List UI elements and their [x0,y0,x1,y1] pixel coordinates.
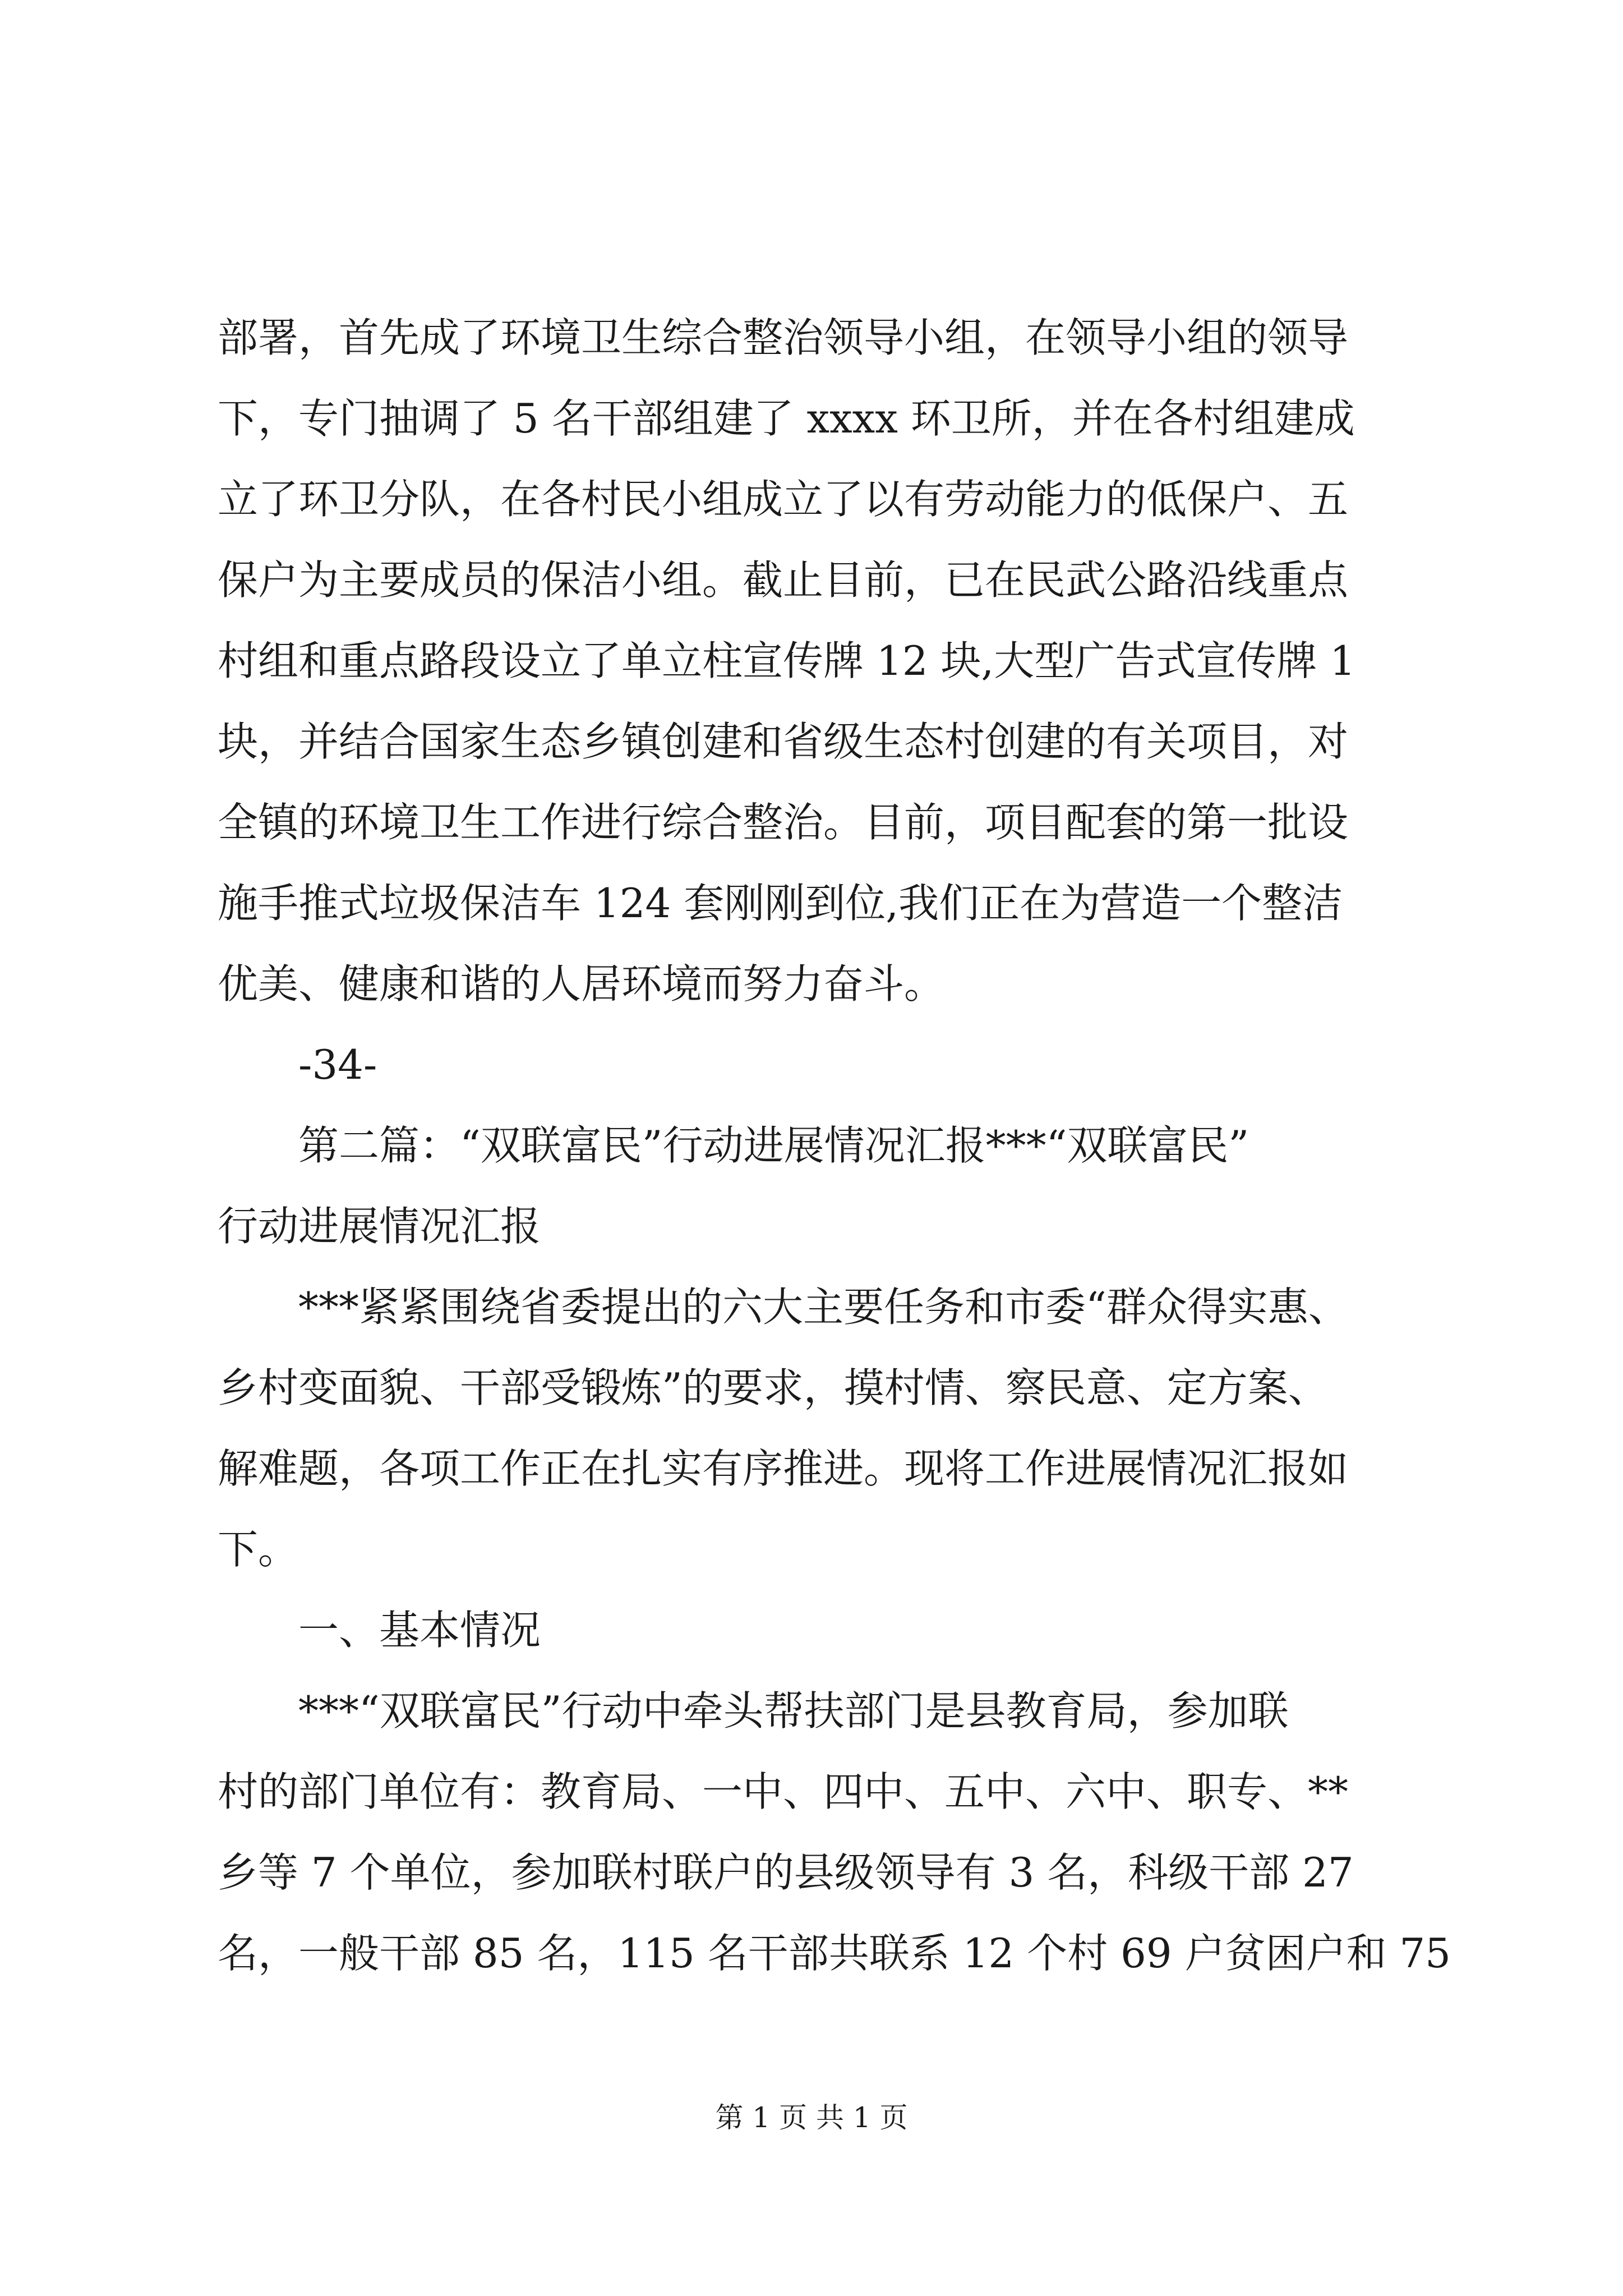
paragraph-line: 名，一般干部 85 名，115 名干部共联系 12 个村 69 户贫困户和 75 [218,1930,1451,1977]
paragraph-line: 村的部门单位有：教育局、一中、四中、五中、六中、职专、** [218,1768,1349,1815]
paragraph-line: 保户为主要成员的保洁小组。截止目前，已在民武公路沿线重点 [218,556,1349,604]
section-heading-continued: 行动进展情况汇报 [218,1203,541,1250]
paragraph-line: 下，专门抽调了 5 名干部组建了 xxxx 环卫所，并在各村组建成 [218,395,1355,442]
paragraph-line: 块，并结合国家生态乡镇创建和省级生态村创建的有关项目，对 [218,718,1349,765]
paragraph-line: 全镇的环境卫生工作进行综合整治。目前，项目配套的第一批设 [218,799,1349,846]
page-number-marker: -34- [298,1041,377,1088]
paragraph-line: 解难题，各项工作正在扎实有序推进。现将工作进展情况汇报如 [218,1445,1349,1492]
paragraph-line: 下。 [218,1526,299,1573]
paragraph-line: ***紧紧围绕省委提出的六大主要任务和市委“群众得实惠、 [298,1283,1349,1331]
paragraph-line: 乡村变面貌、干部受锻炼”的要求，摸村情、察民意、定方案、 [218,1364,1329,1411]
paragraph-line: 乡等 7 个单位，参加联村联户的县级领导有 3 名，科级干部 27 [218,1849,1354,1896]
subsection-heading: 一、基本情况 [298,1607,541,1654]
paragraph-line: 优美、健康和谐的人居环境而努力奋斗。 [218,960,945,1007]
paragraph-line: 立了环卫分队，在各村民小组成立了以有劳动能力的低保户、五 [218,476,1349,523]
paragraph-line: ***“双联富民”行动中牵头帮扶部门是县教育局，参加联 [298,1687,1289,1734]
document-body [218,297,1451,1994]
paragraph-line: 部署，首先成了环境卫生综合整治领导小组，在领导小组的领导 [218,314,1349,361]
paragraph-line: 村组和重点路段设立了单立柱宣传牌 12 块,大型广告式宣传牌 1 [218,637,1355,684]
page-footer: 第 1 页 共 1 页 [715,2101,908,2134]
paragraph-line: 施手推式垃圾保洁车 124 套刚刚到位,我们正在为营造一个整洁 [218,880,1343,927]
section-heading: 第二篇：“双联富民”行动进展情况汇报***“双联富民” [298,1122,1249,1169]
